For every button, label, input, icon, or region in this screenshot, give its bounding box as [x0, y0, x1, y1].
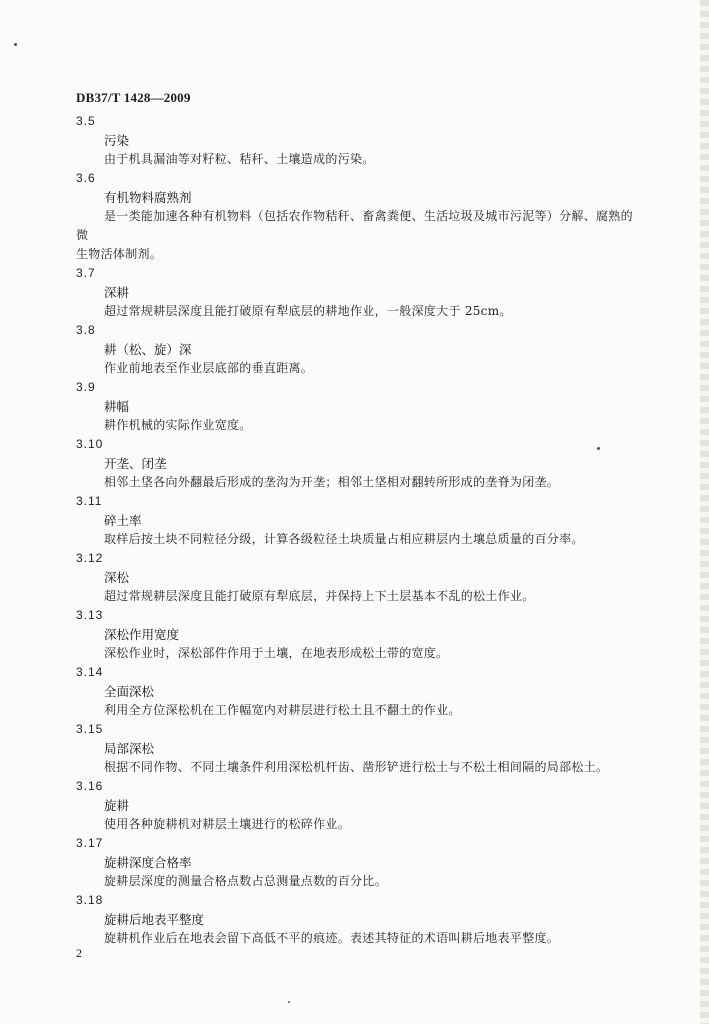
term-title: 有机物料腐熟剂 [104, 190, 192, 205]
scan-speck [597, 447, 600, 450]
term-entry [76, 720, 636, 777]
term-definition: 生物活体制剂。 [76, 247, 163, 261]
term-title: 耕（松、旋）深 [104, 342, 192, 357]
term-entry [76, 492, 636, 549]
clause-number: 3.17 [76, 836, 104, 850]
term-definition: 超过常规耕层深度且能打破原有犁底层的耕地作业，一般深度大于 25cm。 [104, 304, 512, 318]
term-entry [76, 663, 636, 720]
clause-number: 3.14 [76, 665, 104, 679]
clause-number: 3.6 [76, 171, 96, 185]
term-definition: 旋耕机作业后在地表会留下高低不平的痕迹。表述其特征的术语叫耕后地表平整度。 [104, 931, 560, 945]
term-title: 深耕 [104, 285, 130, 300]
term-title: 耕幅 [104, 399, 130, 414]
term-title: 开垄、闭垄 [104, 456, 167, 471]
clause-number: 3.7 [76, 266, 96, 280]
scan-edge [700, 0, 709, 1024]
term-definition: 旋耕层深度的测量合格点数占总测量点数的百分比。 [104, 874, 387, 888]
term-definition: 作业前地表至作业层底部的垂直距离。 [104, 361, 314, 375]
document-code: DB37/T 1428—2009 [76, 90, 191, 105]
term-title: 局部深松 [104, 741, 155, 756]
term-definition: 根据不同作物、不同土壤条件利用深松机杆齿、凿形铲进行松土与不松土相间隔的局部松土。 [104, 760, 609, 774]
term-definitions [76, 112, 636, 948]
term-entry [76, 321, 636, 378]
term-definition: 是一类能加速各种有机物料（包括农作物秸秆、畜禽粪便、生活垃圾及城市污泥等）分解、腐熟的微 [76, 209, 633, 242]
clause-number: 3.15 [76, 722, 104, 736]
clause-number: 3.9 [76, 380, 96, 394]
term-entry [76, 834, 636, 891]
term-entry [76, 606, 636, 663]
term-title: 深松 [104, 570, 130, 585]
clause-number: 3.16 [76, 779, 104, 793]
term-definition: 使用各种旋耕机对耕层土壤进行的松碎作业。 [104, 817, 351, 831]
clause-number: 3.5 [76, 114, 96, 128]
term-entry [76, 112, 636, 169]
clause-number: 3.12 [76, 551, 104, 565]
clause-number: 3.11 [76, 494, 103, 508]
term-title: 深松作用宽度 [104, 627, 180, 642]
term-definition: 深松作业时，深松部件作用于土壤，在地表形成松土带的宽度。 [104, 646, 449, 660]
term-definition: 由于机具漏油等对籽粒、秸秆、土壤造成的污染。 [104, 152, 375, 166]
term-entry [76, 169, 636, 264]
clause-number: 3.13 [76, 608, 104, 622]
term-definition: 超过常规耕层深度且能打破原有犁底层，并保持上下土层基本不乱的松土作业。 [104, 589, 535, 603]
term-definition: 相邻土垡各向外翻最后形成的垄沟为开垄；相邻土垡相对翻转所形成的垄脊为闭垄。 [104, 475, 560, 489]
term-definition: 取样后按土块不同粒径分级，计算各级粒径土块质量占相应耕层内土壤总质量的百分率。 [104, 532, 584, 546]
term-entry [76, 777, 636, 834]
term-definition: 利用全方位深松机在工作幅宽内对耕层进行松土且不翻土的作业。 [104, 703, 461, 717]
scan-speck [288, 1001, 290, 1003]
term-entry [76, 264, 636, 321]
clause-number: 3.18 [76, 893, 104, 907]
scan-speck [14, 43, 17, 46]
term-title: 旋耕后地表平整度 [104, 912, 205, 927]
term-entry [76, 378, 636, 435]
term-title: 旋耕 [104, 798, 130, 813]
clause-number: 3.8 [76, 323, 96, 337]
clause-number: 3.10 [76, 437, 104, 451]
term-title: 污染 [104, 133, 130, 148]
page-number: 2 [76, 946, 82, 960]
term-entry [76, 549, 636, 606]
term-definition: 耕作机械的实际作业宽度。 [104, 418, 252, 432]
term-entry [76, 891, 636, 948]
term-title: 碎土率 [104, 513, 142, 528]
term-title: 旋耕深度合格率 [104, 855, 192, 870]
term-entry [76, 435, 636, 492]
term-title: 全面深松 [104, 684, 155, 699]
